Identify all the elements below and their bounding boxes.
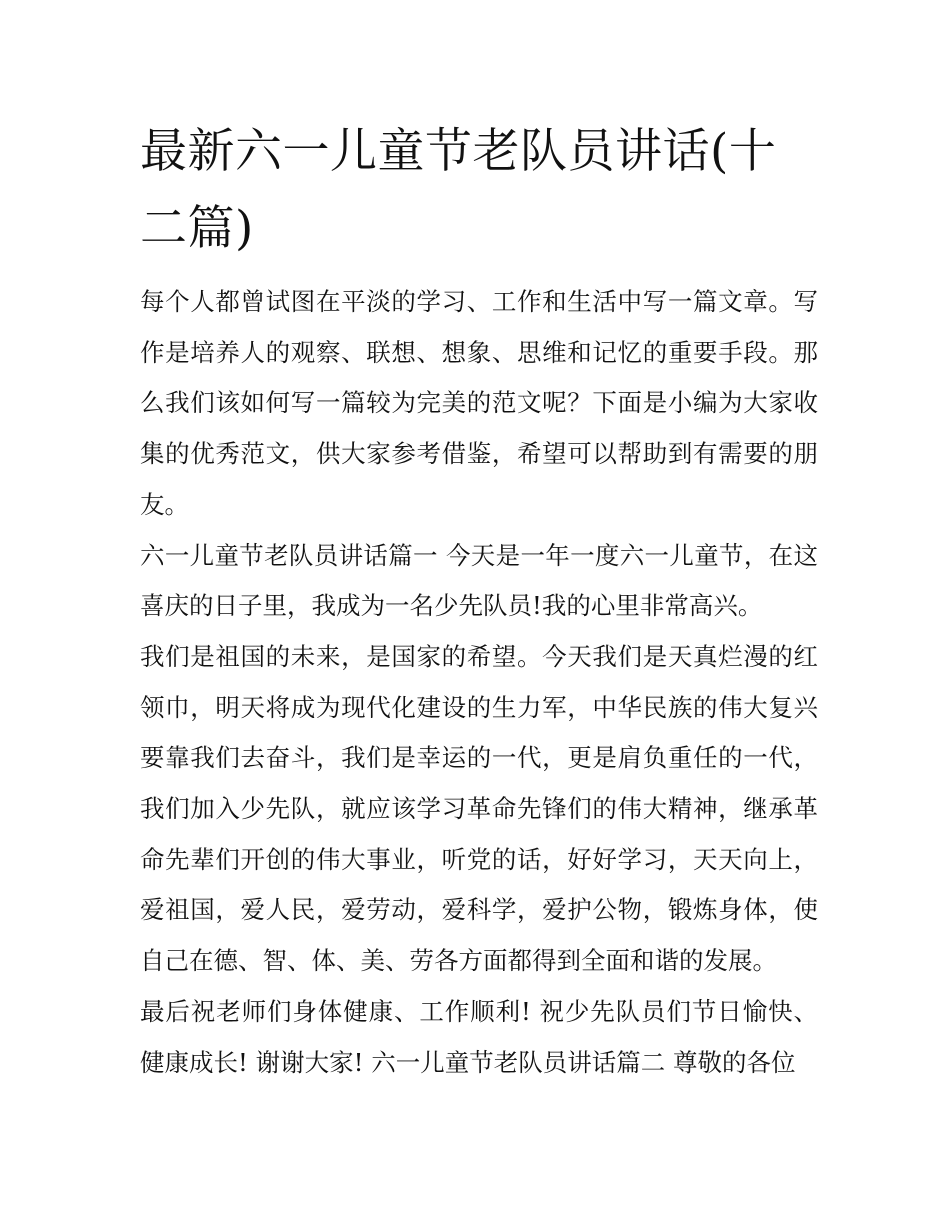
paragraph-speech-one-opening: 六一儿童节老队员讲话篇一 今天是一年一度六一儿童节，在这喜庆的日子里，我成为一名少先队员!我的心里非常高兴。 <box>140 540 818 621</box>
paragraph-speech-closing: 最后祝老师们身体健康、工作顺利! 祝少先队员们节日愉快、健康成长! 谢谢大家! 六一儿童节老队员讲话篇二 尊敬的各位 <box>140 996 818 1077</box>
paragraph-intro: 每个人都曾试图在平淡的学习、工作和生活中写一篇文章。写作是培养人的观察、联想、想象、思维和记忆的重要手段。那么我们该如何写一篇较为完美的范文呢？下面是小编为大家收集的优秀范文，供大家参考借鉴，希望可以帮助到有需要的朋友。 <box>140 287 818 519</box>
document-title: 最新六一儿童节老队员讲话(十二篇) <box>140 124 777 256</box>
paragraph-speech-one-body: 我们是祖国的未来，是国家的希望。今天我们是天真烂漫的红领巾，明天将成为现代化建设的生力军，中华民族的伟大复兴要靠我们去奋斗，我们是幸运的一代，更是肩负重任的一代，我们加入少先队，就应该学习革命先锋们的伟大精神，继承革命先辈们开创的伟大事业，听党的话，好好学习，天天向上，爱祖国，爱人民，爱劳动，爱科学，爱护公物，锻炼身体，使自己在德、智、体、美、劳各方面都得到全面和谐的发展。 <box>140 641 818 976</box>
document-body <box>140 277 818 1088</box>
